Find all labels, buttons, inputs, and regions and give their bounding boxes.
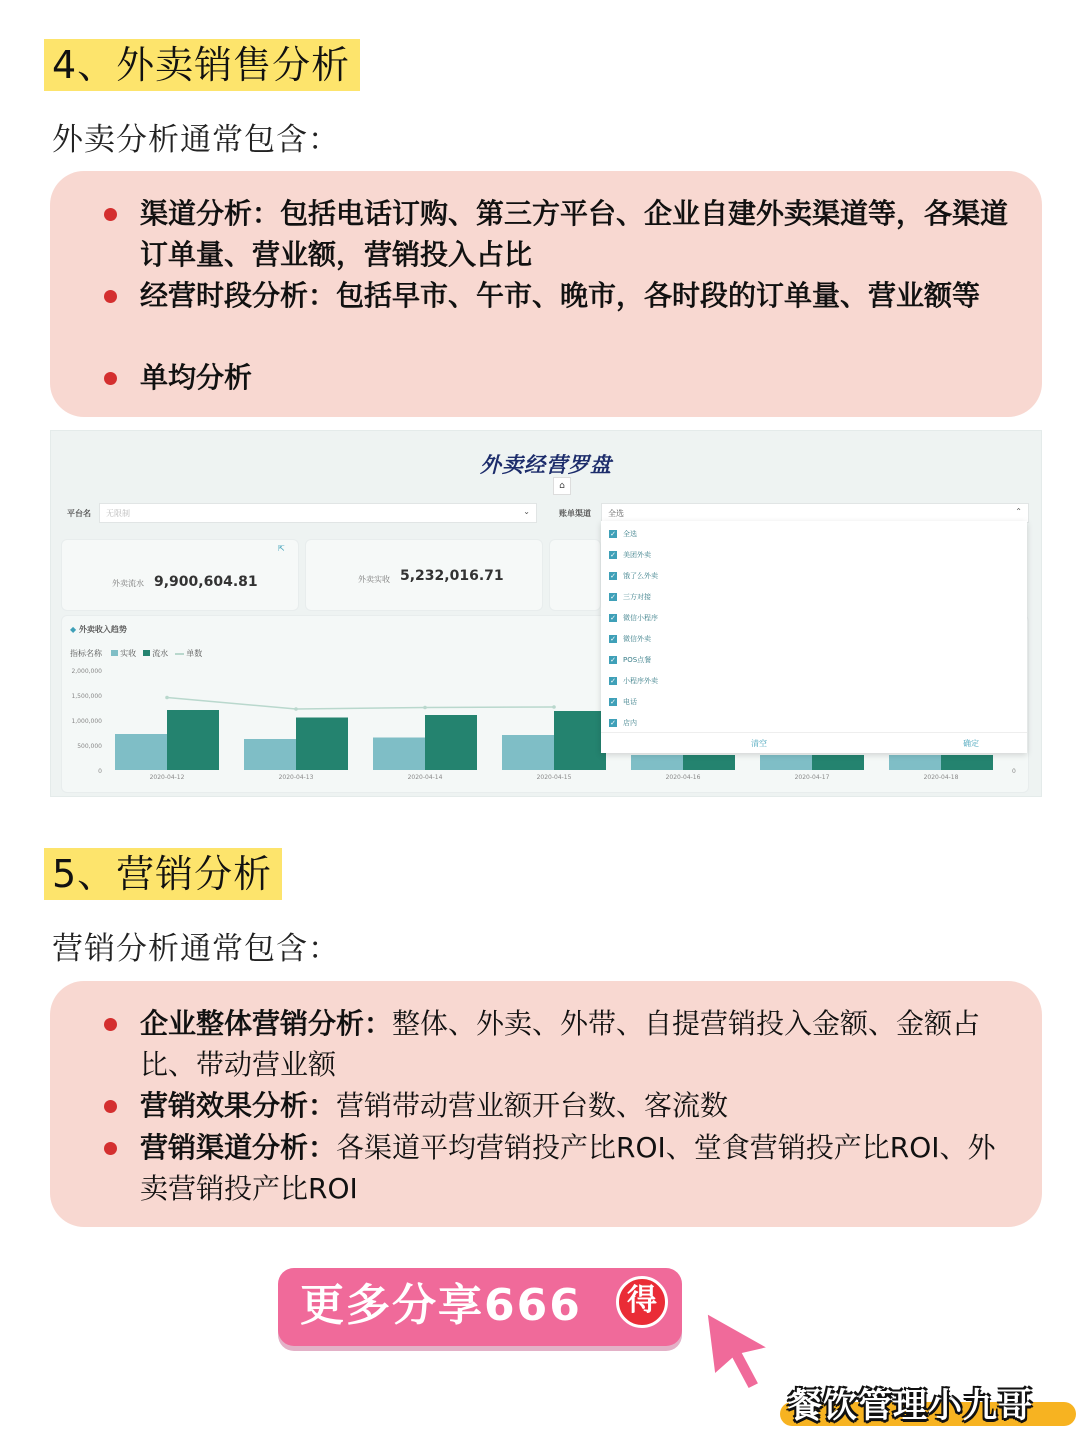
cta-badge: 得 <box>616 1276 668 1328</box>
bar-实收 <box>244 739 296 770</box>
chart-title: ◆ 外卖收入趋势 <box>70 625 127 634</box>
channel-label: 账单渠道 <box>559 509 591 518</box>
chart-legend: 指标名称 实收 流水 单数 <box>70 649 203 658</box>
dashboard-screenshot <box>50 430 1042 797</box>
y-tick-label: 2,000,000 <box>71 668 102 675</box>
bullet-dot <box>104 208 117 221</box>
channel-value: 全选 <box>608 509 624 518</box>
line-单数 <box>167 698 554 710</box>
bullet-dot <box>104 1018 117 1031</box>
bar-流水 <box>554 711 606 770</box>
chevron-up-icon: ⌃ <box>1015 507 1022 516</box>
section5-box <box>50 981 1042 1227</box>
channel-option[interactable]: ✓ POS点餐 <box>610 656 652 664</box>
share-icon[interactable]: ⇱ <box>278 544 285 553</box>
y-tick-label: 500,000 <box>77 743 102 750</box>
checkbox-icon: ✓ <box>610 698 616 706</box>
bar-流水 <box>425 715 477 770</box>
bar-实收 <box>373 738 425 771</box>
dashboard-title: 外卖经营罗盘 <box>480 453 612 477</box>
y-tick-label: 0 <box>98 768 102 775</box>
checkbox-icon: ✓ <box>610 593 616 601</box>
checkbox-icon: ✓ <box>610 551 616 559</box>
kpi1-label: 外卖流水 <box>112 579 144 588</box>
y-tick-label: 1,000,000 <box>71 718 102 725</box>
confirm-button[interactable]: 确定 <box>963 739 979 748</box>
x-tick-label: 2020-04-12 <box>149 774 185 781</box>
y-tick-label: 1,500,000 <box>71 693 102 700</box>
bullet-dot <box>104 1100 117 1113</box>
channel-option[interactable]: ✓ 微信小程序 <box>610 614 658 622</box>
x-tick-label: 2020-04-14 <box>407 774 443 781</box>
bullet-dot <box>104 1142 117 1155</box>
brand-text: 餐饮管理小九哥 <box>788 1386 1033 1426</box>
checkbox-icon: ✓ <box>610 635 616 643</box>
bar-实收 <box>760 755 812 770</box>
chevron-down-icon: ⌄ <box>523 507 530 516</box>
home-icon[interactable]: ⌂ <box>553 477 571 495</box>
cursor-arrow-icon <box>700 1308 780 1396</box>
kpi2-value: 5,232,016.71 <box>400 568 504 584</box>
section5-item-1: 企业整体营销分析：整体、外卖、外带、自提营销投入金额、金额占比、带动营业额 <box>140 1007 981 1081</box>
section4-item-3: 单均分析 <box>140 361 253 394</box>
x-tick-label: 2020-04-18 <box>923 774 959 781</box>
channel-option[interactable]: ✓ 小程序外卖 <box>610 677 658 685</box>
platform-label: 平台名 <box>67 509 91 518</box>
dropdown-footer <box>601 732 1027 753</box>
line-point <box>423 706 427 710</box>
kpi1-value: 9,900,604.81 <box>154 574 258 590</box>
cta-text: 更多分享666 <box>300 1280 582 1331</box>
kpi-card-received <box>305 539 543 611</box>
checkbox-icon: ✓ <box>610 530 616 538</box>
y2-tick-label: 0 <box>1012 768 1016 775</box>
line-point <box>165 696 169 700</box>
x-tick-label: 2020-04-13 <box>278 774 314 781</box>
bar-流水 <box>167 710 219 770</box>
line-point <box>552 705 556 709</box>
clear-button[interactable]: 清空 <box>751 739 767 748</box>
section5-intro: 营销分析通常包含： <box>52 931 340 967</box>
channel-option[interactable]: ✓ 微信外卖 <box>610 635 651 643</box>
line-point <box>294 707 298 711</box>
section4-title: 4、外卖销售分析 <box>44 39 360 91</box>
bar-实收 <box>631 755 683 770</box>
platform-placeholder: 无限制 <box>106 509 130 518</box>
platform-select[interactable] <box>99 503 537 523</box>
bullet-dot <box>104 372 117 385</box>
x-tick-label: 2020-04-16 <box>665 774 701 781</box>
bar-流水 <box>812 755 864 770</box>
bullet-dot <box>104 290 117 303</box>
bar-流水 <box>683 755 735 770</box>
kpi2-label: 外卖实收 <box>358 575 390 584</box>
section5-title: 5、营销分析 <box>44 848 282 900</box>
section4-item-1: 渠道分析：包括电话订购、第三方平台、企业自建外卖渠道等，各渠道订单量、营业额，营销投入占比 <box>140 197 1009 271</box>
channel-option[interactable]: ✓ 饿了么外卖 <box>610 572 658 580</box>
channel-option[interactable]: ✓ 店内 <box>610 719 637 727</box>
brand-watermark <box>780 1378 1076 1428</box>
bar-实收 <box>502 735 554 770</box>
checkbox-icon: ✓ <box>610 572 616 580</box>
section4-intro: 外卖分析通常包含： <box>52 122 340 158</box>
checkbox-icon: ✓ <box>610 614 616 622</box>
checkbox-icon: ✓ <box>610 677 616 685</box>
checkbox-icon: ✓ <box>610 719 616 727</box>
channel-option[interactable]: ✓ 电话 <box>610 698 637 706</box>
checkbox-icon: ✓ <box>610 656 616 664</box>
bar-流水 <box>296 718 348 771</box>
section4-box <box>50 171 1042 417</box>
bar-实收 <box>889 755 941 770</box>
kpi-card-flow <box>61 539 299 611</box>
channel-option[interactable]: ✓ 全选 <box>610 530 637 538</box>
bar-流水 <box>941 755 993 770</box>
section5-item-2: 营销效果分析：营销带动营业额开台数、客流数 <box>140 1089 729 1122</box>
channel-dropdown <box>601 521 1027 753</box>
more-share-banner[interactable] <box>278 1268 682 1346</box>
x-tick-label: 2020-04-17 <box>794 774 830 781</box>
channel-option[interactable]: ✓ 三方对接 <box>610 593 651 601</box>
channel-select[interactable] <box>601 503 1029 523</box>
kpi-card-3 <box>549 539 601 611</box>
section4-item-2: 经营时段分析：包括早市、午市、晚市，各时段的订单量、营业额等 <box>140 279 981 312</box>
channel-option[interactable]: ✓ 美团外卖 <box>610 551 651 559</box>
bar-实收 <box>115 734 167 770</box>
x-tick-label: 2020-04-15 <box>536 774 572 781</box>
section5-item-3: 营销渠道分析：各渠道平均营销投产比ROI、堂食营销投产比ROI、外卖营销投产比ROI <box>140 1131 996 1205</box>
